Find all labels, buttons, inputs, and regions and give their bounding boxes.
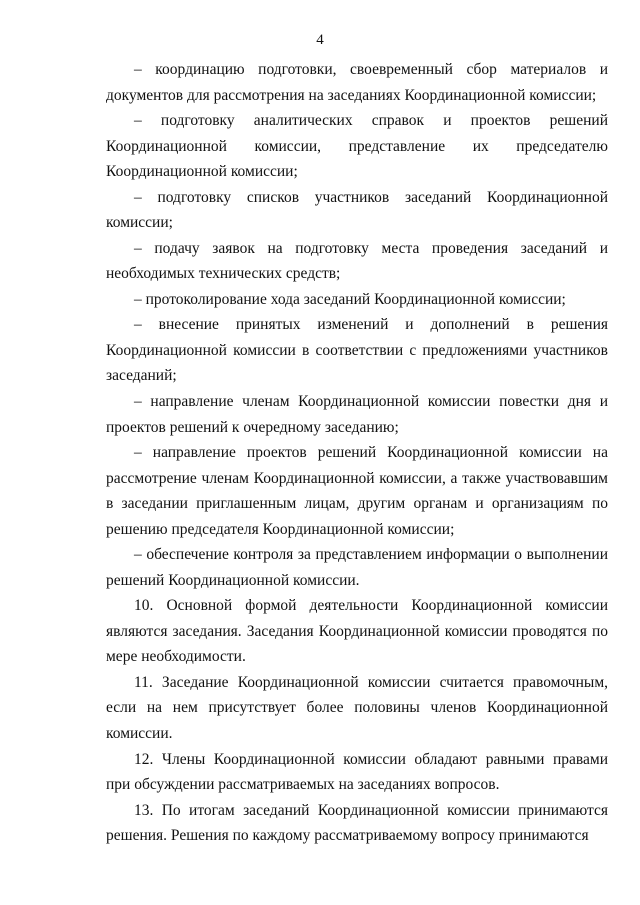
- paragraph-item: – обеспечение контроля за представлением информации о выполнении решений Координационной комиссии.: [106, 546, 608, 589]
- paragraph-item: – протоколирование хода заседаний Координационной комиссии;: [134, 290, 566, 308]
- paragraph-item: – подготовку списков участников заседаний Координационной комиссии;: [106, 188, 608, 232]
- paragraph-item-13: 13. По итогам заседаний Координационной комиссии принимаются решения. Решения по каждому рассматриваемому вопросу принимаются: [106, 801, 608, 845]
- paragraph-item: – координацию подготовки, своевременный сбор материалов и документов для рассмотрения на заседаниях Координационной комиссии;: [106, 61, 608, 104]
- paragraph-item: – подготовку аналитических справок и проектов решений Координационной комиссии, представление их председателю Координационной комиссии;: [106, 112, 608, 181]
- paragraph-item-12: 12. Члены Координационной комиссии обладают равными правами при обсуждении рассматриваемых на заседаниях вопросов.: [106, 750, 608, 794]
- paragraph-item: – подачу заявок на подготовку места проведения заседаний и необходимых технических средств;: [106, 239, 608, 283]
- paragraph-item: – направление членам Координационной комиссии повестки дня и проектов решений к очередному заседанию;: [106, 393, 608, 436]
- paragraph-item: – направление проектов решений Координационной комиссии на рассмотрение членам Координационной комиссии, а также участвовавшим в заседании приглашенным лицам, другим органам и организациям по решению председателя Координационной комиссии;: [106, 444, 608, 538]
- document-body: [106, 57, 608, 849]
- paragraph-item-11: 11. Заседание Координационной комиссии считается правомочным, если на нем присутствует более половины членов Координационной комиссии.: [106, 673, 608, 742]
- page-number: 4: [316, 32, 324, 48]
- paragraph-item-10: 10. Основной формой деятельности Координационной комиссии являются заседания. Заседания Координационной комиссии проводятся по мере необходимости.: [106, 597, 608, 666]
- paragraph-item: – внесение принятых изменений и дополнений в решения Координационной комиссии в соответствии с предложениями участников заседаний;: [106, 316, 608, 385]
